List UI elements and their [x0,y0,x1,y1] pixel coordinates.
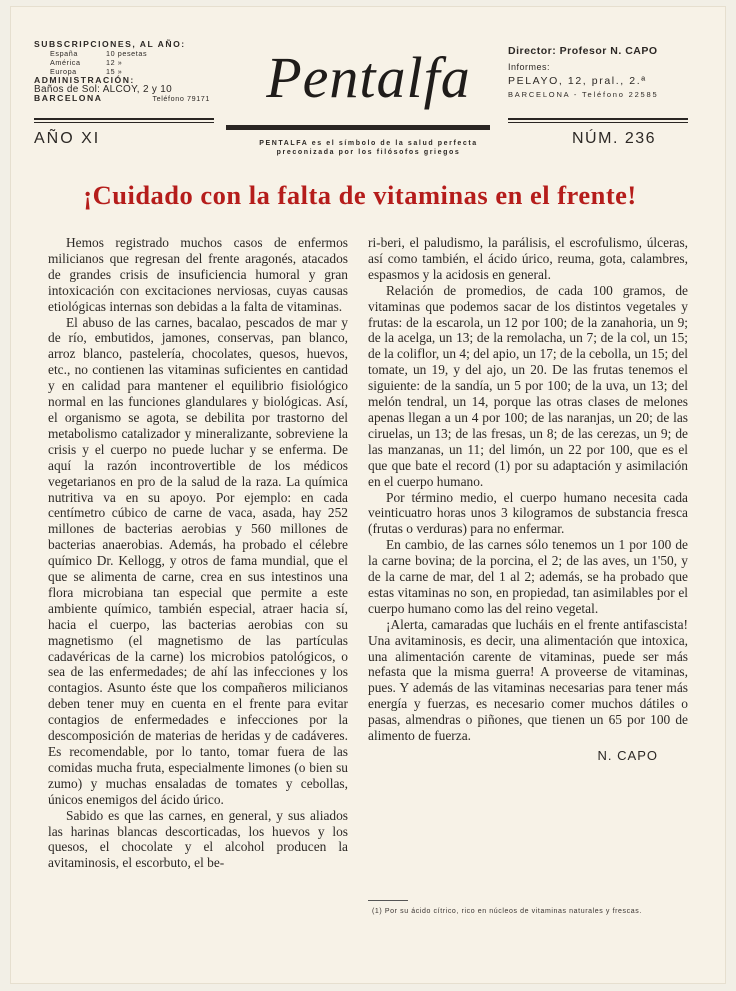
paragraph: Sabido es que las carnes, en general, y sus aliados las harinas blancas descorticadas, los huevos y los quesos, el chocolate y el alcohol producen la avitaminosis, el escorbuto, el be- [48,807,348,871]
subscription-row [34,49,224,58]
subscription-box [34,40,224,103]
motto-line: PENTALFA es el símbolo de la salud perfecta [259,140,478,147]
paragraph: Por término medio, el cuerpo humano necesita cada veinticuatro horas unos 3 kilogramos de substancia fresca (frutas o verduras) para no enfermar. [368,489,688,537]
informes-address: PELAYO, 12, pral., 2.ª [508,75,647,87]
paragraph: En cambio, de las carnes sólo tenemos un 1 por 100 de la carne bovina; de la porcina, el 2; de las aves, un 1'50, y de la carne de mar, del 1 al 2; además, se ha probado que estas vitaminas no son, en propiedad, tan asimilables por el cuerpo humano como las del reino vegetal. [368,537,688,616]
issue-number: NÚM. 236 [572,130,657,147]
headline: ¡Cuidado con la falta de vitaminas en el frente! [83,180,637,210]
informes-city-phone: BARCELONA - Teléfono 22585 [508,90,659,99]
paragraph: ri-beri, el paludismo, la parálisis, el escrofulismo, úlceras, así como también, el ácido úrico, reuma, gota, calambres, espasmos y la acidosis en general. [368,235,688,282]
admin-title: ADMINISTRACIÓN: [34,75,135,85]
year-label: AÑO XI [34,130,101,147]
subscription-row [34,58,224,67]
paragraph: Relación de promedios, de cada 100 gramos, de vitaminas que podemos sacar de los distintos vegetales y frutas: de la escarola, un 12 por 100; de la zanahoria, un 9; de la acelga, un 13; de la remolacha, un 7; de la col, un 15; de la coliflor, un 4; del apio, un 17; de la cebolla, un 15; del tomate, un 19, y del ajo, un 20. De las frutas tenemos el siguiente: de la sandía, un 5 por 100; de la uva, un 13; del melón tendral, un 14, porque las otras clases de melones apenas llegan a un 4 por 100; de las naranjas, un 20; de las ciruelas, un 13; de las fresas, un 8; de las cerezas, un 9; de las manzanas, un 11; del limón, un 22 por 100, que es el que que bate el record (1) por su adaptación y asimilación en el cuerpo humano. [368,282,688,489]
masthead-rule-right [508,118,688,120]
director-line: Director: Profesor N. CAPO [508,45,658,57]
article-column-left [48,235,348,871]
paragraph: ¡Alerta, camaradas que lucháis en el frente antifascista! Una avitaminosis, es decir, una alimentación que intoxica, una alimentación carente de vitaminas, puede ser más nefasta que la misma guerra! A proveerse de vitaminas, pues. Y además de las vitaminas necesarias para tener más energía y fuerzas, es necesario comer muchos dátiles o pasas, almendras o piñones, que tienen un 65 por 100 de alimento de fuerza. [368,616,688,744]
masthead-rule-center [226,125,490,130]
motto [226,139,511,157]
masthead-rule-left-thin [34,122,214,123]
subscription-amount: 15 » [106,67,123,76]
signature: N. CAPO [597,748,658,763]
paragraph: El abuso de las carnes, bacalao, pescados de mar y de río, embutidos, jamones, conservas, pan blanco, arroz blanco, pastelería, chocolates, quesos, huevos, etc., no contienen las vitaminas suficientes en cantidad y en calidad para mantener el equilibrio fisiológico normal en las funciones glandulares y biológicas. Así, el organismo se agota, se debilita por trastorno del metabolismo catalizador y mineralizante, sobreviene la crisis y el cuerpo no puede luchar y se enferma. De aquí la razón incontrovertible de los médicos vegetarianos en pro de la salud de la raza. La química nutritiva va en su apoyo. Por ejemplo: en cada centímetro cúbico de carne de vaca, asada, hay 252 millones de bacterias aerobias y 560 millones de bacterias anaerobias. Además, ha probado el célebre químico Dr. Kellogg, y otros de fama mundial, que el que se alimenta de carne, crea en sus intestinos una flora microbiana tan especial que permite a este ambiente químico, también especial, atraer hacia sí, hacia el cuerpo, las bacterias aerobias con su magnetismo (el magnetismo de las partículas cadavéricas de la carne) los microbios patológicos, o sea de las enfermedades; de ahí las infecciones y los contagios. Asunto éste que los compañeros milicianos deben tener muy en cuenta en el frente para evitar contagios de enfermedades e infecciones por la descomposición de materias de heridas y de cadáveres. Es recomendable, por lo tanto, tomar fuera de las comidas mucha fruta, especialmente limones (o bien su zumo) y muchas ensaladas de tomates y cebollas, únicos enemigos del ácido úrico. [48,314,348,807]
masthead-rule-left [34,118,214,120]
admin-address: Baños de Sol: ALCOY, 2 y 10 [34,84,173,95]
paragraph: Hemos registrado muchos casos de enfermos milicianos que regresan del frente aragonés, atacados de grandes crisis de insuficiencia humoral y gran intoxicación con excitaciones nerviosas, cuyas causas etiológicas internas son debidas a la falta de vitaminas. [48,235,348,314]
masthead-rule-right-thin [508,122,688,123]
informes-label: Informes: [508,62,551,72]
masthead-logo: Pentalfa [266,45,471,110]
footnote: (1) Por su ácido cítrico, rico en núcleos de vitaminas naturales y frescas. [372,908,642,915]
footnote-rule [368,900,408,901]
subscription-amount: 10 pesetas [106,49,148,58]
subscription-region: América [50,58,81,67]
admin-phone: Teléfono 79171 [152,94,210,103]
subscriptions-title: SUBSCRIPCIONES, AL AÑO: [34,39,186,49]
motto-line: preconizada por los filósofos griegos [276,149,461,156]
subscription-region: Europa [50,67,77,76]
subscription-amount: 12 » [106,58,123,67]
article-column-right [368,235,688,764]
admin-city: BARCELONA [34,93,103,103]
subscription-region: España [50,49,78,58]
director-box [508,44,698,102]
